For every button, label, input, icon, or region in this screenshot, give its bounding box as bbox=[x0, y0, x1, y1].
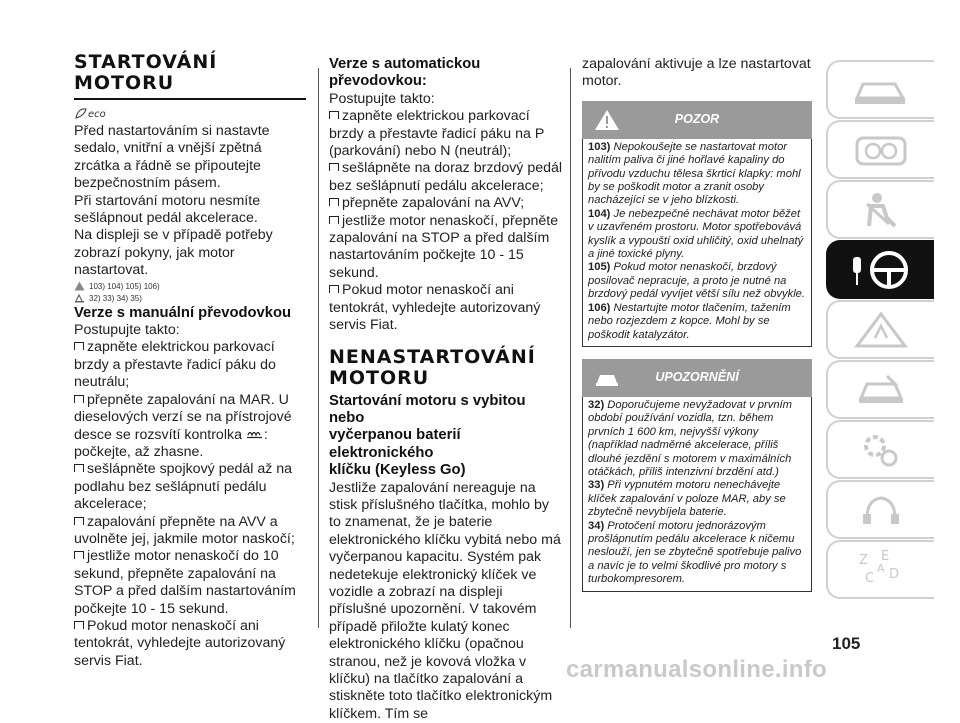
bullet-item: zapněte elektrickou parkovací brzdy a přestavte řadicí páku do neutrálu; bbox=[74, 339, 276, 391]
bullet-icon bbox=[329, 111, 339, 119]
tab-starting-driving[interactable] bbox=[826, 240, 934, 299]
note-icon bbox=[74, 293, 85, 303]
svg-text:A: A bbox=[877, 561, 885, 575]
tab-emergency[interactable] bbox=[826, 300, 934, 359]
warning-triangle-icon bbox=[74, 281, 85, 291]
warning-item bbox=[588, 479, 806, 519]
item-number: 106) bbox=[588, 301, 611, 314]
bullet-item: přepněte zapalování na MAR. U dieselových verzí se na přístrojové desce se rozsvítí kontrolka : počkejte, až zhasne. bbox=[74, 391, 292, 460]
section-title-line2: MOTORU bbox=[74, 72, 175, 94]
bullet-icon bbox=[74, 342, 84, 350]
tech-gear-icon bbox=[851, 430, 911, 470]
svg-text:eco: eco bbox=[88, 109, 106, 120]
item-number: 33) bbox=[588, 479, 605, 492]
dashboard-icon bbox=[851, 132, 911, 168]
item-text: Je nebezpečné nechávat motor běžet v uzavřeném prostoru. Motor spotřebovává kyslík a vypouští oxid uhličitý, oxid uhelnatý a jiné toxické plyny. bbox=[588, 207, 804, 261]
bullet-icon bbox=[74, 621, 84, 629]
warning-item bbox=[588, 520, 806, 587]
item-text: Protočení motoru jednorázovým prošlápnutím pedálu akcelerace k ničemu neslouží, jen se zbytečně spotřebuje palivo a navíc je to velmi škodlivé pro motory s turbokompresorem. bbox=[588, 519, 802, 586]
page-number: 105 bbox=[832, 634, 861, 653]
subheading-manual: Verze s manuální převodovkou bbox=[74, 304, 292, 321]
column-divider bbox=[318, 68, 319, 628]
watermark: carmanualsonline.info bbox=[566, 656, 828, 683]
item-number: 104) bbox=[588, 207, 611, 220]
column-divider bbox=[570, 68, 571, 628]
section-title-2: NENASTARTOVÁNÍ MOTORU bbox=[329, 345, 536, 389]
tab-index[interactable] bbox=[826, 540, 934, 599]
svg-text:Z: Z bbox=[859, 552, 868, 568]
note-box-upozorneni bbox=[582, 359, 812, 592]
warning-item bbox=[588, 261, 806, 301]
column-2 bbox=[329, 56, 563, 723]
svg-text:C: C bbox=[865, 570, 875, 586]
item-text: Doporučujeme nevyžadovat v prvním období používání vozidla, tzn. během prvních 1 600 km, nejvyšší výkony (například nadměrné akcelerace, příliš dlouhé jezdění s motorem v maximálních otáčkách, příliš intenzivní brzdění atd.) bbox=[588, 398, 792, 478]
service-icon bbox=[851, 370, 911, 410]
bullet-icon bbox=[329, 216, 339, 224]
paragraph: Jestliže zapalování nereaguje na stisk příslušného tlačítka, mohlo by to znamenat, že je baterie elektronického klíčku vybitá nebo má vyčerpanou kapacitu. Systém pak nedetekuje elektronický klíček ve vozidle a zobrazí na displeji příslušné upozornění. V takovém případě přiložte kulatý konec elektronického klíčku (opačnou stranou, než je kovová vložka v klíčku) na tlačítko zapalování a stiskněte toto tlačítko elektronickým klíčkem. Tím se bbox=[329, 479, 561, 722]
note-car-icon bbox=[594, 367, 620, 389]
tab-service[interactable] bbox=[826, 360, 934, 419]
bullet-item: zapněte elektrickou parkovací brzdy a přestavte řadicí páku na P (parkování) nebo N (neutrál); bbox=[329, 108, 545, 160]
car-info-icon bbox=[851, 72, 911, 108]
chapter-tabs bbox=[826, 60, 934, 600]
bullet-item: jestliže motor nenaskočí do 10 sekund, přepněte zapalování na STOP a před dalším nastartováním počkejte 10 - 15 sekund. bbox=[74, 548, 296, 617]
subheading-keyless: Startování motoru s vybitou nebo vyčerpanou baterií elektronického klíčku (Keyless Go) bbox=[329, 392, 526, 479]
tab-dashboard[interactable] bbox=[826, 120, 934, 179]
column-1 bbox=[74, 52, 306, 670]
item-number: 32) bbox=[588, 398, 605, 411]
warning-box-body bbox=[582, 139, 812, 347]
steering-key-icon bbox=[849, 249, 913, 291]
warning-references: 103) 104) 105) 106) bbox=[74, 281, 306, 292]
bullet-icon bbox=[74, 551, 84, 559]
note-box-body bbox=[582, 397, 812, 592]
warning-item bbox=[588, 141, 806, 208]
bullet-item: sešlápněte na doraz brzdový pedál bez sešlápnutí pedálu akcelerace; bbox=[329, 160, 563, 194]
warning-item bbox=[588, 399, 806, 479]
warning-triangle-icon bbox=[851, 310, 911, 350]
eco-icon bbox=[74, 106, 306, 120]
bullet-item: přepněte zapalování na AVV; bbox=[329, 195, 563, 212]
svg-text:D: D bbox=[889, 566, 900, 582]
paragraph: Postupujte takto: bbox=[74, 322, 180, 339]
tab-car-info[interactable] bbox=[826, 60, 934, 119]
item-number: 105) bbox=[588, 261, 611, 274]
bullet-item: zapalování přepněte na AVV a uvolněte jej, jakmile motor naskočí; bbox=[74, 513, 295, 547]
paragraph: Na displeji se v případě potřeby zobrazí pokyny, jak motor nastartovat. bbox=[74, 227, 273, 279]
item-text: Při vypnutém motoru nenechávejte klíček zapalování v poloze MAR, aby se zbytečně nevybíjela baterie. bbox=[588, 479, 786, 519]
svg-text:E: E bbox=[881, 548, 890, 564]
bullet-icon bbox=[329, 198, 339, 206]
title-rule bbox=[74, 98, 306, 100]
item-text: Pokud motor nenaskočí, brzdový posilovač nepracuje, a proto je nutné na brzdový pedál vyvíjet větší sílu než obvykle. bbox=[588, 261, 806, 301]
item-number: 34) bbox=[588, 519, 605, 532]
paragraph: Při startování motoru nesmíte sešlápnout pedál akcelerace. bbox=[74, 192, 261, 227]
warning-triangle-icon bbox=[594, 109, 620, 131]
bullet-icon bbox=[329, 163, 339, 171]
subheading-automatic: Verze s automatickou převodovkou: bbox=[329, 56, 481, 90]
intro-paragraph: Před nastartováním si nastavte sedalo, vnitřní a vnější zpětná zrcátka a řádně se připoutejte bezpečnostním pásem. bbox=[74, 123, 270, 192]
warning-box-header: POZOR bbox=[582, 101, 812, 139]
bullet-icon bbox=[74, 395, 84, 403]
index-letters-icon bbox=[851, 548, 911, 592]
safety-icon bbox=[851, 190, 911, 230]
section-title bbox=[74, 52, 306, 94]
note-box-header: UPOZORNĚNÍ bbox=[582, 359, 812, 397]
glow-plug-icon bbox=[246, 429, 264, 439]
column-3 bbox=[582, 56, 812, 592]
paragraph: Postupujte takto: bbox=[329, 90, 435, 107]
bullet-item: Pokud motor nenaskočí ani tentokrát, vyhledejte autorizovaný servis Fiat. bbox=[329, 282, 541, 334]
tab-safety[interactable] bbox=[826, 180, 934, 239]
item-text: Nestartujte motor tlačením, tažením nebo rozjezdem z kopce. Mohl by se poškodit katalyzátor. bbox=[588, 301, 791, 341]
warning-item bbox=[588, 208, 806, 262]
warning-box-pozor bbox=[582, 101, 812, 347]
paragraph: zapalování aktivuje a lze nastartovat motor. bbox=[582, 56, 811, 90]
note-references: 32) 33) 34) 35) bbox=[74, 293, 306, 304]
tab-technical-data[interactable] bbox=[826, 420, 934, 479]
bullet-icon bbox=[74, 464, 84, 472]
bullet-icon bbox=[74, 517, 84, 525]
multimedia-icon bbox=[851, 490, 911, 530]
tab-multimedia[interactable] bbox=[826, 480, 934, 539]
bullet-item: Pokud motor nenaskočí ani tentokrát, vyhledejte autorizovaný servis Fiat. bbox=[74, 617, 286, 669]
warning-item bbox=[588, 302, 806, 342]
item-number: 103) bbox=[588, 140, 611, 153]
item-text: Nepokoušejte se nastartovat motor nalitím paliva či jiné hořlavé kapaliny do přívodu vzduchu tělesa škrticí klapky: mohl by se poškodit motor a zranit osoby nacházející se v jeho blízkosti. bbox=[588, 140, 801, 207]
bullet-item: jestliže motor nenaskočí, přepněte zapalování na STOP a před dalším nastartováním počkejte 10 - 15 sekund. bbox=[329, 212, 559, 281]
bullet-item: sešlápněte spojkový pedál až na podlahu bez sešlápnutí pedálu akcelerace; bbox=[74, 461, 293, 513]
section-title-line1: STARTOVÁNÍ bbox=[74, 51, 218, 73]
bullet-icon bbox=[329, 285, 339, 293]
